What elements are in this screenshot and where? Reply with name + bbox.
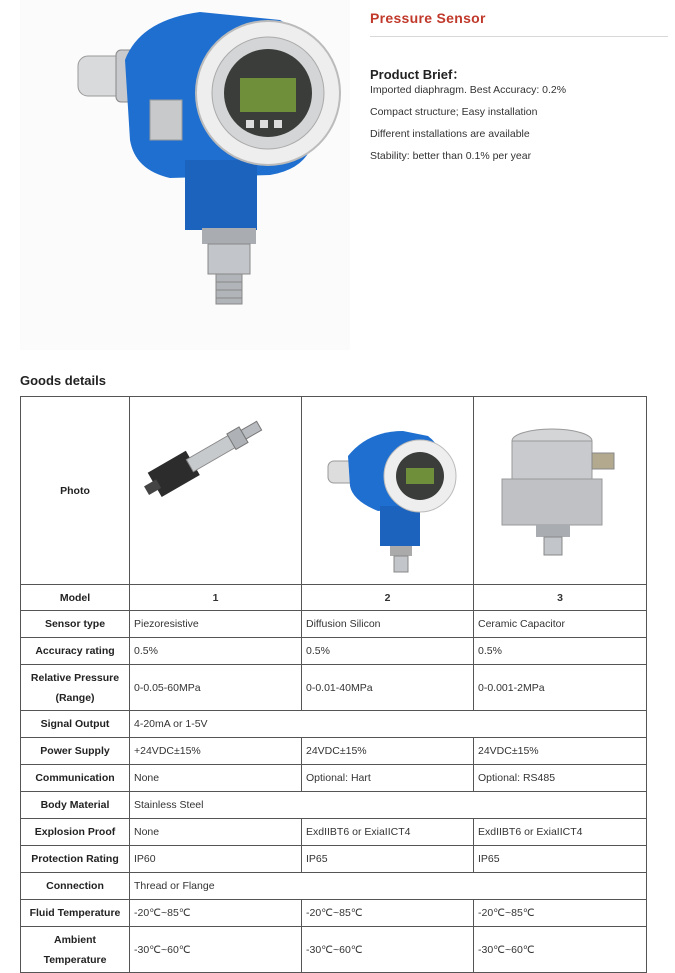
row-label: Fluid Temperature (21, 900, 130, 927)
photo-model-3 (474, 397, 647, 585)
cell-value: 0.5% (130, 638, 302, 665)
goods-heading: Goods details (20, 373, 106, 388)
cell-value: -20℃~85℃ (130, 900, 302, 927)
table-row (21, 819, 647, 846)
table-row (21, 846, 647, 873)
cell-value: 0-0.01-40MPa (302, 665, 474, 711)
spec-table (20, 396, 647, 973)
brief-item: Different installations are available (370, 128, 530, 140)
row-label: Connection (21, 873, 130, 900)
row-label: Power Supply (21, 738, 130, 765)
cell-value: 3 (474, 585, 647, 611)
table-row (21, 711, 647, 738)
cell-value: 1 (130, 585, 302, 611)
cell-value: -20℃~85℃ (474, 900, 647, 927)
cell-value: 24VDC±15% (302, 738, 474, 765)
table-row (21, 765, 647, 792)
cell-value: IP65 (302, 846, 474, 873)
brief-heading: Product Brief： (370, 67, 466, 82)
cell-value: +24VDC±15% (130, 738, 302, 765)
product-hero (0, 0, 675, 360)
brief-item: Stability: better than 0.1% per year (370, 150, 532, 162)
photo-model-1 (130, 397, 302, 585)
row-label: Sensor type (21, 611, 130, 638)
title-divider (370, 36, 668, 37)
brief-list (370, 84, 566, 172)
table-row (21, 927, 647, 973)
cell-value: IP65 (474, 846, 647, 873)
row-label: Accuracy rating (21, 638, 130, 665)
cell-value: None (130, 819, 302, 846)
cell-value: Optional: Hart (302, 765, 474, 792)
row-label: Body Material (21, 792, 130, 819)
cell-value: IP60 (130, 846, 302, 873)
cell-value: Thread or Flange (130, 873, 647, 900)
piezoresistive-sensor-image (136, 411, 296, 571)
cell-value: Piezoresistive (130, 611, 302, 638)
table-row (21, 738, 647, 765)
cell-value: 2 (302, 585, 474, 611)
cell-value: 0-0.001-2MPa (474, 665, 647, 711)
table-row (21, 611, 647, 638)
photo-model-2 (302, 397, 474, 585)
table-row (21, 585, 647, 611)
table-row (21, 873, 647, 900)
cell-value: ExdIIBT6 or ExiaIICT4 (474, 819, 647, 846)
cell-value: 24VDC±15% (474, 738, 647, 765)
cell-value: ExdIIBT6 or ExiaIICT4 (302, 819, 474, 846)
table-row-photo (21, 397, 647, 585)
cell-value: Stainless Steel (130, 792, 647, 819)
cell-value: Optional: RS485 (474, 765, 647, 792)
row-label-photo: Photo (21, 397, 130, 585)
row-label: Ambient Temperature (21, 927, 130, 973)
product-photo (20, 0, 350, 350)
diffusion-silicon-sensor-image (308, 406, 468, 576)
row-label: Protection Rating (21, 846, 130, 873)
cell-value: 0.5% (474, 638, 647, 665)
row-label: Signal Output (21, 711, 130, 738)
pressure-transmitter-image (20, 0, 350, 350)
cell-value: -30℃~60℃ (474, 927, 647, 973)
table-row (21, 638, 647, 665)
table-row (21, 900, 647, 927)
cell-value: Diffusion Silicon (302, 611, 474, 638)
cell-value: 0.5% (302, 638, 474, 665)
cell-value: None (130, 765, 302, 792)
table-row (21, 665, 647, 711)
table-row (21, 792, 647, 819)
row-label: Explosion Proof (21, 819, 130, 846)
product-title: Pressure Sensor (370, 10, 486, 26)
cell-value: -30℃~60℃ (130, 927, 302, 973)
cell-value: Ceramic Capacitor (474, 611, 647, 638)
cell-value: -20℃~85℃ (302, 900, 474, 927)
brief-item: Compact structure; Easy installation (370, 106, 538, 118)
cell-value: -30℃~60℃ (302, 927, 474, 973)
cell-value: 0-0.05-60MPa (130, 665, 302, 711)
row-label: Relative Pressure (Range) (21, 665, 130, 711)
ceramic-capacitor-sensor-image (480, 411, 640, 571)
row-label: Model (21, 585, 130, 611)
brief-item: Imported diaphragm. Best Accuracy: 0.2% (370, 84, 567, 96)
row-label: Communication (21, 765, 130, 792)
cell-value: 4-20mA or 1-5V (130, 711, 647, 738)
